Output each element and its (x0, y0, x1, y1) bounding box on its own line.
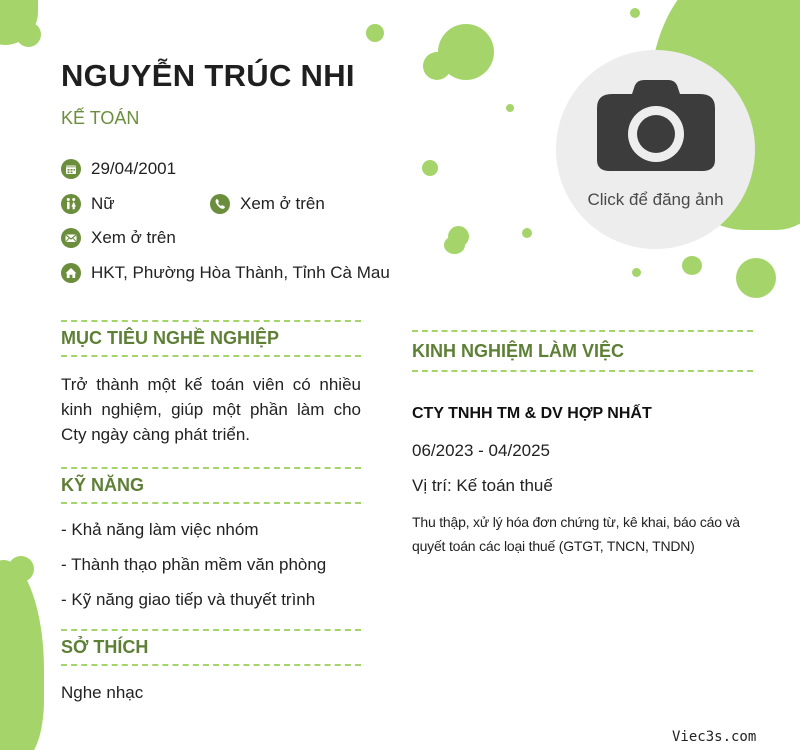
work-period: 06/2023 - 04/2025 (412, 441, 551, 460)
calendar-icon (61, 159, 81, 179)
skill-item: - Thành thạo phần mềm văn phòng (61, 555, 327, 574)
decor-dot (444, 236, 465, 254)
work-description: Thu thập, xử lý hóa đơn chứng từ, kê khai, báo cáo và quyết toán các loại thuế (GTGT, TNCN, TNDN) (412, 514, 740, 554)
section-divider (61, 355, 361, 357)
email-row (61, 228, 176, 248)
decor-dot (506, 104, 514, 112)
phone-icon (210, 194, 230, 214)
section-divider (61, 664, 361, 666)
profile-photo-upload[interactable] (556, 50, 755, 249)
section-divider (61, 467, 361, 469)
decor-dot (422, 160, 438, 176)
gender-text: Nữ (91, 194, 115, 213)
hobby-text: Nghe nhạc (61, 683, 144, 702)
address-text: HKT, Phường Hòa Thành, Tỉnh Cà Mau (91, 263, 390, 282)
section-divider (61, 502, 361, 504)
birthday-row (61, 159, 176, 179)
site-watermark: Viec3s.com (672, 729, 757, 745)
experience-heading: KINH NGHIỆM LÀM VIỆC (412, 341, 625, 361)
decor-dot (16, 22, 41, 47)
skills-heading: KỸ NĂNG (61, 475, 145, 495)
section-divider (61, 629, 361, 631)
address-row (61, 263, 390, 283)
decor-dot (632, 268, 641, 277)
gender-row (61, 194, 115, 214)
envelope-icon (61, 228, 81, 248)
hobbies-heading: SỞ THÍCH (61, 637, 149, 657)
section-divider (412, 330, 753, 332)
job-title: KẾ TOÁN (61, 108, 140, 128)
candidate-name: NGUYỄN TRÚC NHI (61, 58, 355, 93)
decor-dot (423, 52, 451, 80)
company-name: CTY TNHH TM & DV HỢP NHẤT (412, 405, 652, 422)
bottom-left-blob (0, 560, 44, 750)
decor-dot (630, 8, 640, 18)
section-divider (412, 370, 753, 372)
photo-caption: Click để đăng ảnh (587, 190, 724, 209)
camera-icon (596, 78, 716, 172)
gender-icon (61, 194, 81, 214)
decor-dot (8, 556, 34, 582)
home-icon (61, 263, 81, 283)
birthday-text: 29/04/2001 (91, 159, 177, 178)
phone-row (210, 194, 325, 214)
objective-text: Trở thành một kế toán viên có nhiều kinh nghiệm, giúp một phần làm cho Cty ngày càng phát triển. (61, 375, 361, 444)
skill-item: - Khả năng làm việc nhóm (61, 520, 259, 539)
phone-text: Xem ở trên (240, 194, 325, 213)
objective-heading: MỤC TIÊU NGHỀ NGHIỆP (61, 328, 280, 348)
email-text: Xem ở trên (91, 228, 176, 247)
work-position: Vị trí: Kế toán thuế (412, 476, 553, 495)
decor-dot (366, 24, 384, 42)
decor-dot (736, 258, 776, 298)
decor-dot (682, 256, 702, 275)
skill-item: - Kỹ năng giao tiếp và thuyết trình (61, 590, 316, 609)
decor-dot (522, 228, 532, 238)
section-divider (61, 320, 361, 322)
